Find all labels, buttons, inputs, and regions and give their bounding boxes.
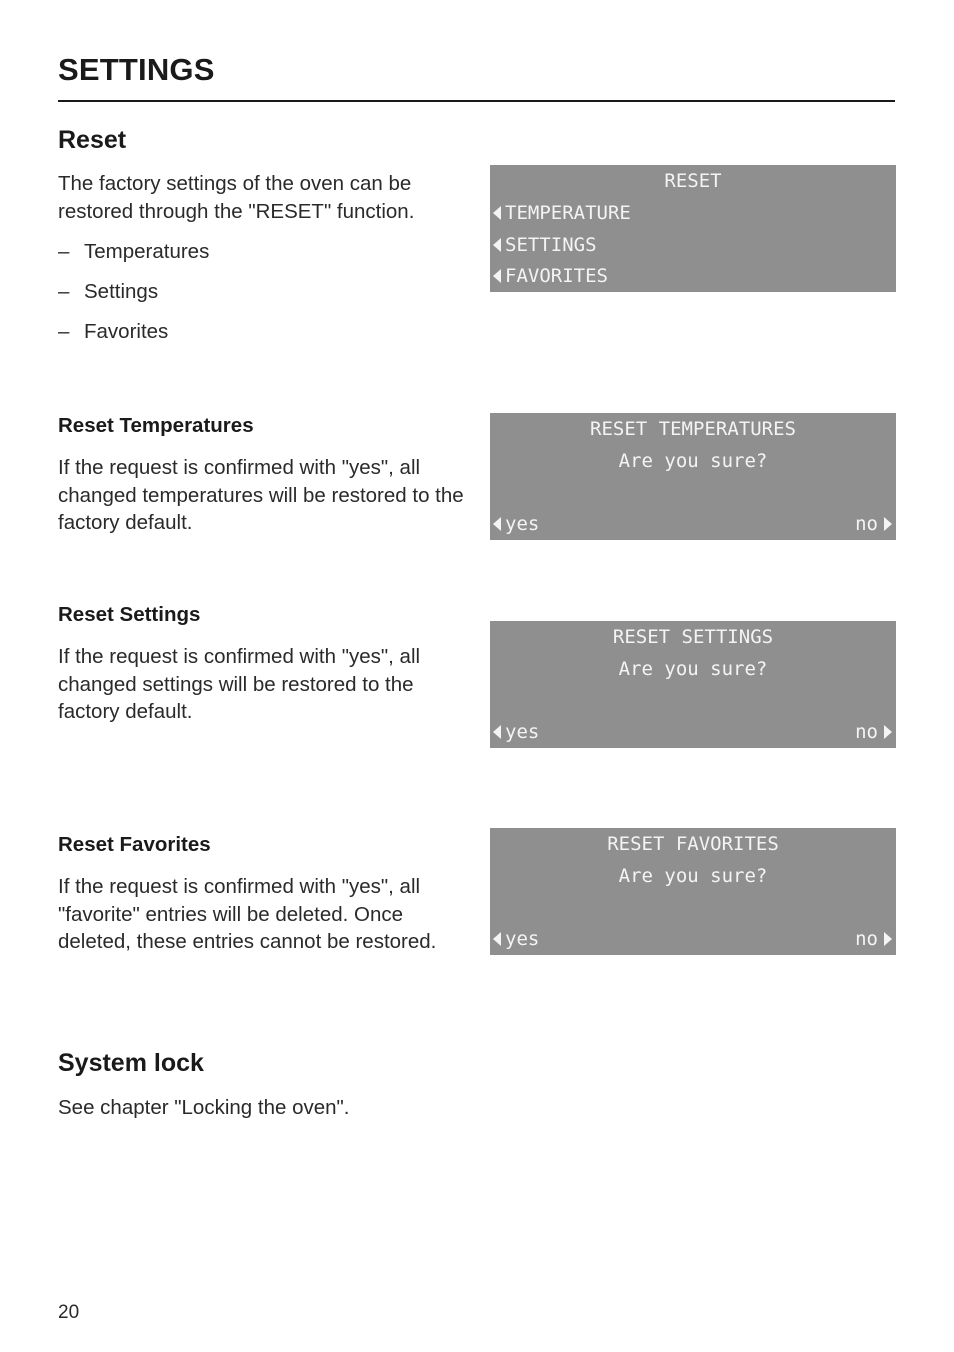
reset-settings-display	[490, 621, 896, 748]
list-item	[58, 278, 209, 318]
arrow-left-icon	[493, 517, 501, 531]
list-item-label: Temperatures	[84, 240, 210, 263]
display-option-label: SETTINGS	[505, 234, 597, 256]
display-title: RESET FAVORITES	[607, 833, 779, 855]
arrow-left-icon	[493, 725, 501, 739]
display-no-option	[855, 928, 892, 950]
arrow-left-icon	[493, 238, 501, 252]
list-item-label: Settings	[84, 280, 159, 303]
display-option-temperature	[493, 202, 631, 224]
display-question: Are you sure?	[618, 450, 768, 472]
display-no-option	[855, 721, 892, 743]
display-no-label: no	[855, 721, 878, 743]
reset-settings-heading: Reset Settings	[58, 603, 201, 626]
reset-intro: The factory settings of the oven can be restored through the "RESET" function.	[58, 172, 415, 223]
arrow-left-icon	[493, 206, 501, 220]
display-title: RESET TEMPERATURES	[590, 418, 796, 440]
reset-menu-display	[490, 165, 896, 292]
display-question: Are you sure?	[618, 865, 768, 887]
reset-heading: Reset	[58, 126, 127, 154]
arrow-right-icon	[884, 517, 892, 531]
display-yes-label: yes	[505, 928, 540, 950]
display-title: RESET SETTINGS	[612, 626, 774, 648]
arrow-right-icon	[884, 725, 892, 739]
arrow-left-icon	[493, 269, 501, 283]
display-no-option	[855, 513, 892, 535]
reset-favorites-heading: Reset Favorites	[58, 833, 211, 856]
reset-temperatures-display	[490, 413, 896, 540]
reset-favorites-text: If the request is confirmed with "yes", all "favorite" entries will be deleted. Once deleted, these entries cannot be restored.	[58, 875, 437, 953]
display-yes-label: yes	[505, 513, 540, 535]
reset-items-list	[58, 238, 209, 358]
display-question: Are you sure?	[618, 658, 768, 680]
display-option-settings	[493, 234, 597, 256]
dash-bullet: –	[58, 240, 70, 263]
system-lock-heading: System lock	[58, 1049, 204, 1077]
arrow-left-icon	[493, 932, 501, 946]
display-no-label: no	[855, 928, 878, 950]
reset-temperatures-text: If the request is confirmed with "yes", all changed temperatures will be restored to the factory default.	[58, 456, 464, 534]
display-option-label: FAVORITES	[505, 265, 608, 287]
reset-settings-text: If the request is confirmed with "yes", all changed settings will be restored to the factory default.	[58, 645, 421, 723]
display-yes-option	[493, 721, 539, 743]
list-item-label: Favorites	[84, 320, 169, 343]
title-divider	[58, 100, 895, 102]
display-yes-option	[493, 513, 539, 535]
display-no-label: no	[855, 513, 878, 535]
reset-temperatures-heading: Reset Temperatures	[58, 414, 254, 437]
system-lock-text: See chapter "Locking the oven".	[58, 1096, 350, 1119]
page-number: 20	[58, 1302, 80, 1323]
dash-bullet: –	[58, 280, 70, 303]
display-yes-option	[493, 928, 539, 950]
display-option-label: TEMPERATURE	[505, 202, 631, 224]
page-title: SETTINGS	[58, 52, 215, 87]
display-option-favorites	[493, 265, 608, 287]
arrow-right-icon	[884, 932, 892, 946]
reset-favorites-display	[490, 828, 896, 955]
display-title: RESET	[664, 170, 722, 192]
display-yes-label: yes	[505, 721, 540, 743]
dash-bullet: –	[58, 320, 70, 343]
list-item	[58, 318, 209, 358]
list-item	[58, 238, 209, 278]
